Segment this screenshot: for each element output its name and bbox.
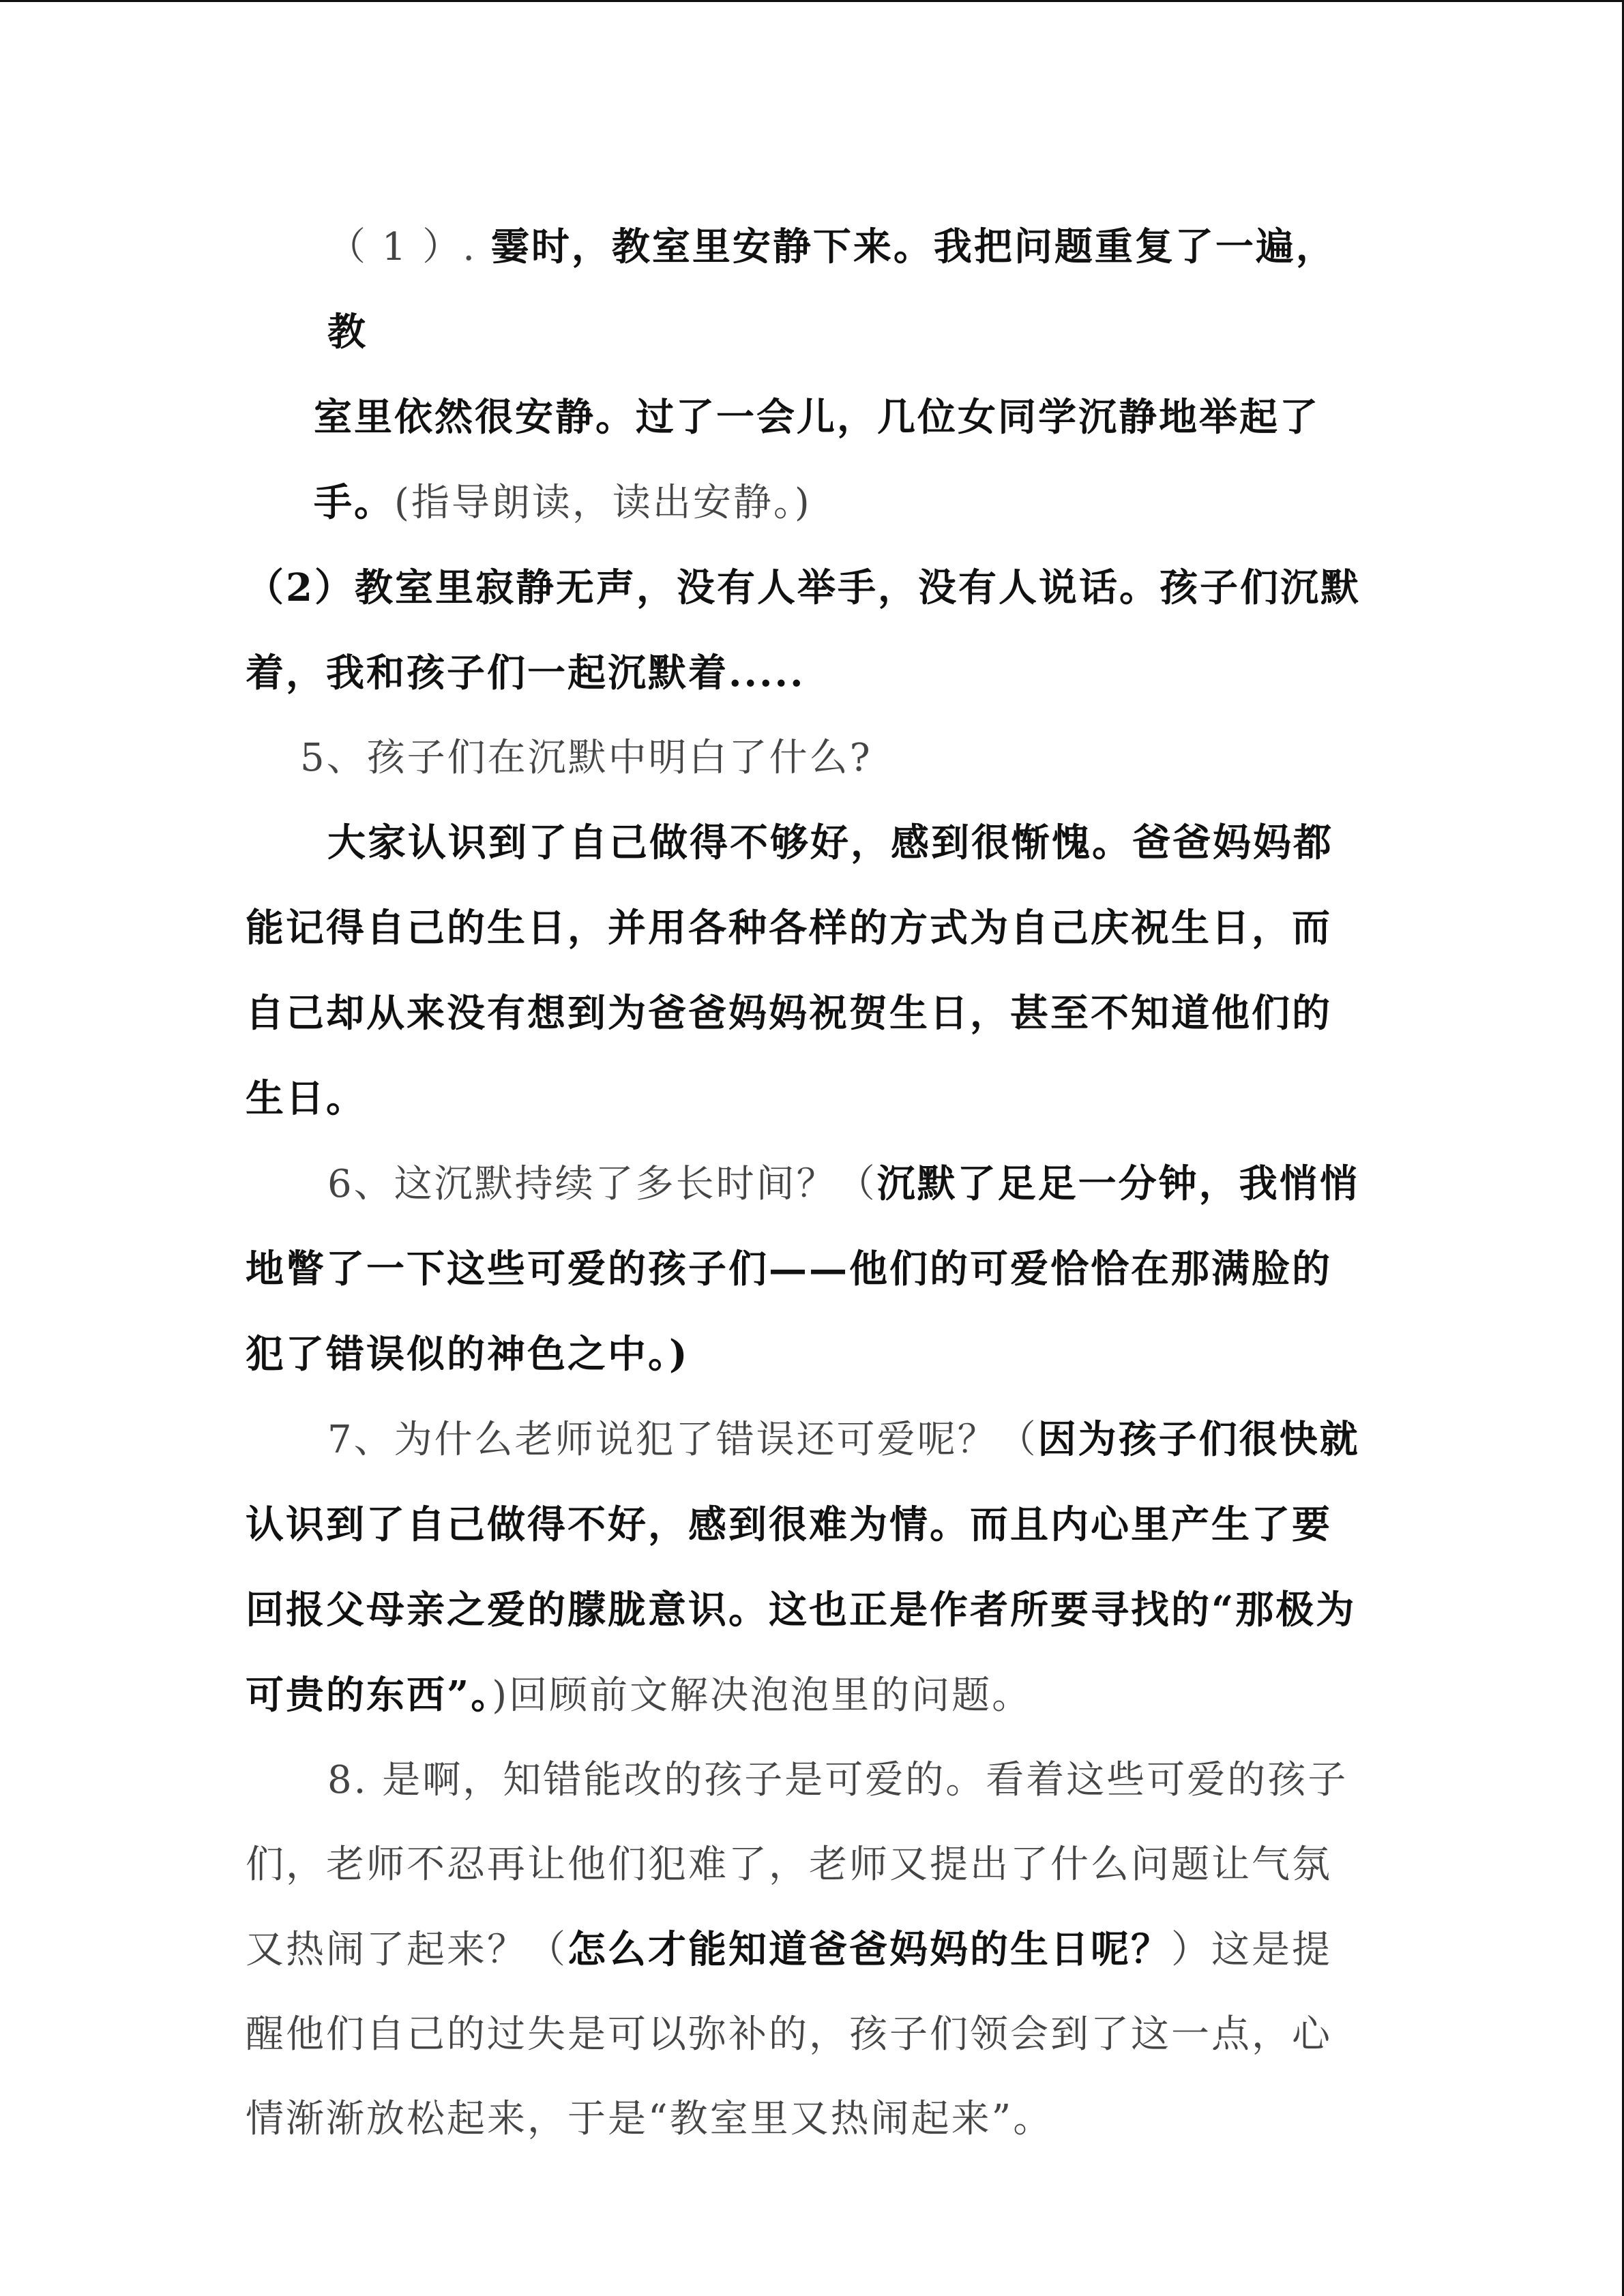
question-7 xyxy=(246,1397,1371,1738)
answer-7-note: )回顾前文解决泡泡里的问题。 xyxy=(492,1673,1033,1718)
answer-5 xyxy=(246,801,1371,1142)
quote-text-end: 手。 xyxy=(314,480,394,525)
item-number-2: （2） xyxy=(246,565,355,610)
quote-text: 霎时，教室里安静下来。我把问题重复了一遍，教 xyxy=(327,224,1336,355)
paragraph-1-cont xyxy=(246,375,1371,460)
answer-8-note: ）这是提醒他们自己的过失是可以弥补的，孩子们领会到了这一点，心情渐渐放松起来，于是“教室里又热闹起来”。 xyxy=(246,1928,1332,2141)
question-7-text: 7、为什么老师说犯了错误还可爱呢？（ xyxy=(327,1418,1038,1462)
answer-5-text: 大家认识到了自己做得不够好，感到很惭愧。爸爸妈妈都能记得自己的生日，并用各种各样的方式为自己庆祝生日，而自己却从来没有想到为爸爸妈妈祝贺生日，甚至不知道他们的生日。 xyxy=(246,820,1333,1121)
question-6-text: 6、这沉默持续了多长时间？（ xyxy=(327,1162,877,1206)
document-page xyxy=(246,205,1371,2162)
question-6 xyxy=(246,1142,1371,1397)
answer-7-text: 因为孩子们很快就认识到了自己做得不好，感到很难为情。而且内心里产生了要回报父母亲之爱的朦胧意识。这也正是作者所要寻找的“那极为可贵的东西”。 xyxy=(246,1417,1360,1718)
answer-8-text: 怎么才能知道爸爸妈妈的生日呢？ xyxy=(567,1927,1171,1972)
answer-6-text: 沉默了足足一分钟，我悄悄地瞥了一下这些可爱的孩子们——他们的可爱恰恰在那满脸的犯了错误似的神色之中。) xyxy=(246,1161,1360,1377)
question-8-text: 8. 是啊，知错能改的孩子是可爱的。看着这些可爱的孩子们，老师不忍再让他们犯难了，老师又提出了什么问题让气氛又热闹了起来？（ xyxy=(246,1758,1348,1972)
paragraph-1 xyxy=(246,205,1371,375)
paragraph-2 xyxy=(246,546,1371,716)
reading-note: (指导朗读，读出安静。) xyxy=(394,481,812,525)
quote-text-cont: 室里依然很安静。过了一会儿，几位女同学沉静地举起了 xyxy=(314,395,1320,440)
paragraph-1-end xyxy=(246,460,1371,546)
question-5 xyxy=(246,716,1371,801)
quote-text-2: 教室里寂静无声，没有人举手，没有人说话。孩子们沉默着，我和孩子们一起沉默着..... xyxy=(246,565,1361,696)
top-border-line xyxy=(0,0,1624,2)
question-8 xyxy=(246,1738,1371,2162)
item-number: （ 1 ）. xyxy=(327,225,491,269)
question-5-text: 5、孩子们在沉默中明白了什么? xyxy=(300,736,872,780)
